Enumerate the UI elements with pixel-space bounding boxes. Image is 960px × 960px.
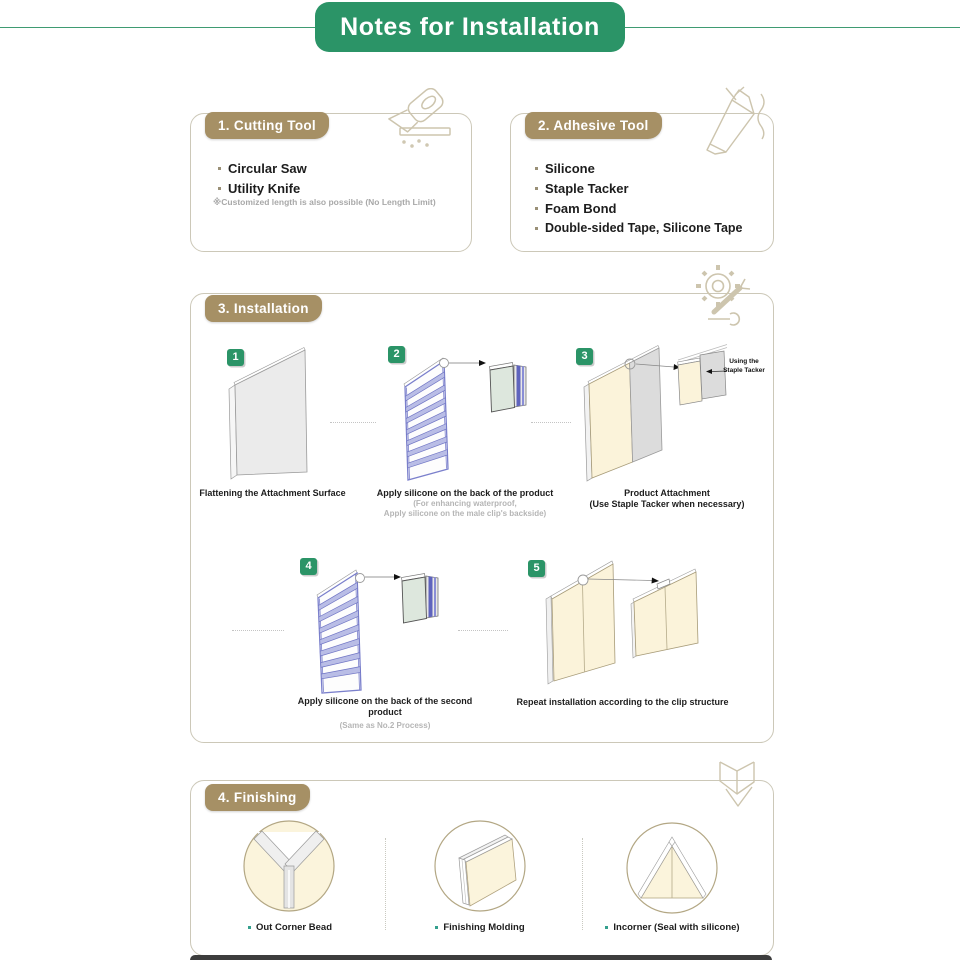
- adhesive-item-label: Foam Bond: [545, 201, 617, 216]
- finishing-label: 4. Finishing: [205, 784, 310, 811]
- caption-line: Product Attachment: [624, 488, 710, 498]
- list-item: [218, 161, 307, 176]
- step5-repeat-diagram: [538, 555, 718, 685]
- staple-tacker-annotation: [718, 357, 770, 375]
- caption-line: Apply silicone on the back of the product: [376, 488, 554, 498]
- cutting-tool-list: [218, 161, 307, 201]
- step2-caption: [370, 488, 560, 519]
- finishing-caption: [380, 922, 580, 933]
- step3-caption: [572, 488, 762, 510]
- caption-subline: (For enhancing waterproof,: [413, 499, 517, 508]
- finishing-item-label: Incorner (Seal with silicone): [613, 922, 740, 933]
- finishing-item-label: Out Corner Bead: [255, 922, 332, 933]
- caulk-tube-icon: [698, 86, 773, 156]
- adhesive-tool-list: [535, 161, 743, 240]
- cutting-tool-label: 1. Cutting Tool: [205, 112, 329, 139]
- dotted-separator: [232, 630, 284, 631]
- step-number-badge: 5: [528, 560, 545, 577]
- bullet-dot: [535, 207, 538, 210]
- bullet-dot: [435, 926, 438, 929]
- caption-subline: Apply silicone on the male clip's backside): [383, 509, 547, 518]
- caption-subline: (Same as No.2 Process): [339, 721, 431, 730]
- gear-wrench-icon: [692, 262, 762, 327]
- bullet-dot: [535, 227, 538, 230]
- adhesive-item-label: Double-sided Tape, Silicone Tape: [545, 221, 743, 235]
- step-number-badge: 3: [576, 348, 593, 365]
- step4-silicone-diagram: [308, 555, 453, 700]
- annotation-line: Using the: [729, 358, 759, 365]
- dotted-separator: [330, 422, 376, 423]
- out-corner-bead-diagram: [241, 818, 337, 914]
- cutting-item-label: Utility Knife: [228, 181, 301, 196]
- finishing-molding-diagram: [432, 818, 528, 914]
- finishing-caption: [190, 922, 390, 933]
- cutting-item-label: Circular Saw: [228, 161, 307, 176]
- step2-silicone-diagram: [393, 343, 533, 483]
- dotted-separator: [531, 422, 571, 423]
- adhesive-item-label: Silicone: [545, 161, 595, 176]
- annotation-line: Staple Tacker: [723, 367, 765, 374]
- installation-label: 3. Installation: [205, 295, 322, 322]
- page-title-banner: [315, 2, 625, 52]
- corner-molding-icon: [700, 756, 765, 821]
- page-title: Notes for Installation: [340, 12, 600, 41]
- caption-line: (Use Staple Tacker when necessary): [589, 499, 745, 509]
- cutting-note: ※Customized length is also possible (No Length Limit): [213, 197, 436, 207]
- dotted-separator: [458, 630, 508, 631]
- bullet-dot: [248, 926, 251, 929]
- step4-caption: [280, 696, 490, 731]
- adhesive-tool-label: 2. Adhesive Tool: [525, 112, 662, 139]
- step1-caption: Flattening the Attachment Surface: [199, 488, 346, 498]
- step-number-badge: 1: [227, 349, 244, 366]
- step5-caption: Repeat installation according to the clip structure: [516, 697, 729, 707]
- utility-knife-icon: [372, 88, 467, 158]
- bullet-dot: [535, 187, 538, 190]
- adhesive-item-label: Staple Tacker: [545, 181, 629, 196]
- step-number-badge: 4: [300, 558, 317, 575]
- finishing-item-label: Finishing Molding: [443, 922, 525, 933]
- list-item: [535, 221, 743, 235]
- finishing-caption: [565, 922, 780, 933]
- list-item: [535, 161, 743, 176]
- bullet-dot: [218, 167, 221, 170]
- bullet-dot: [218, 187, 221, 190]
- list-item: [218, 181, 307, 196]
- caption-line: Apply silicone on the back of the second product: [297, 696, 473, 717]
- dotted-separator: [582, 838, 583, 930]
- incorner-diagram: [624, 820, 720, 916]
- dotted-separator: [385, 838, 386, 930]
- list-item: [535, 201, 743, 216]
- bullet-dot: [605, 926, 608, 929]
- list-item: [535, 181, 743, 196]
- footer-bar: [190, 955, 772, 960]
- step-number-badge: 2: [388, 346, 405, 363]
- bullet-dot: [535, 167, 538, 170]
